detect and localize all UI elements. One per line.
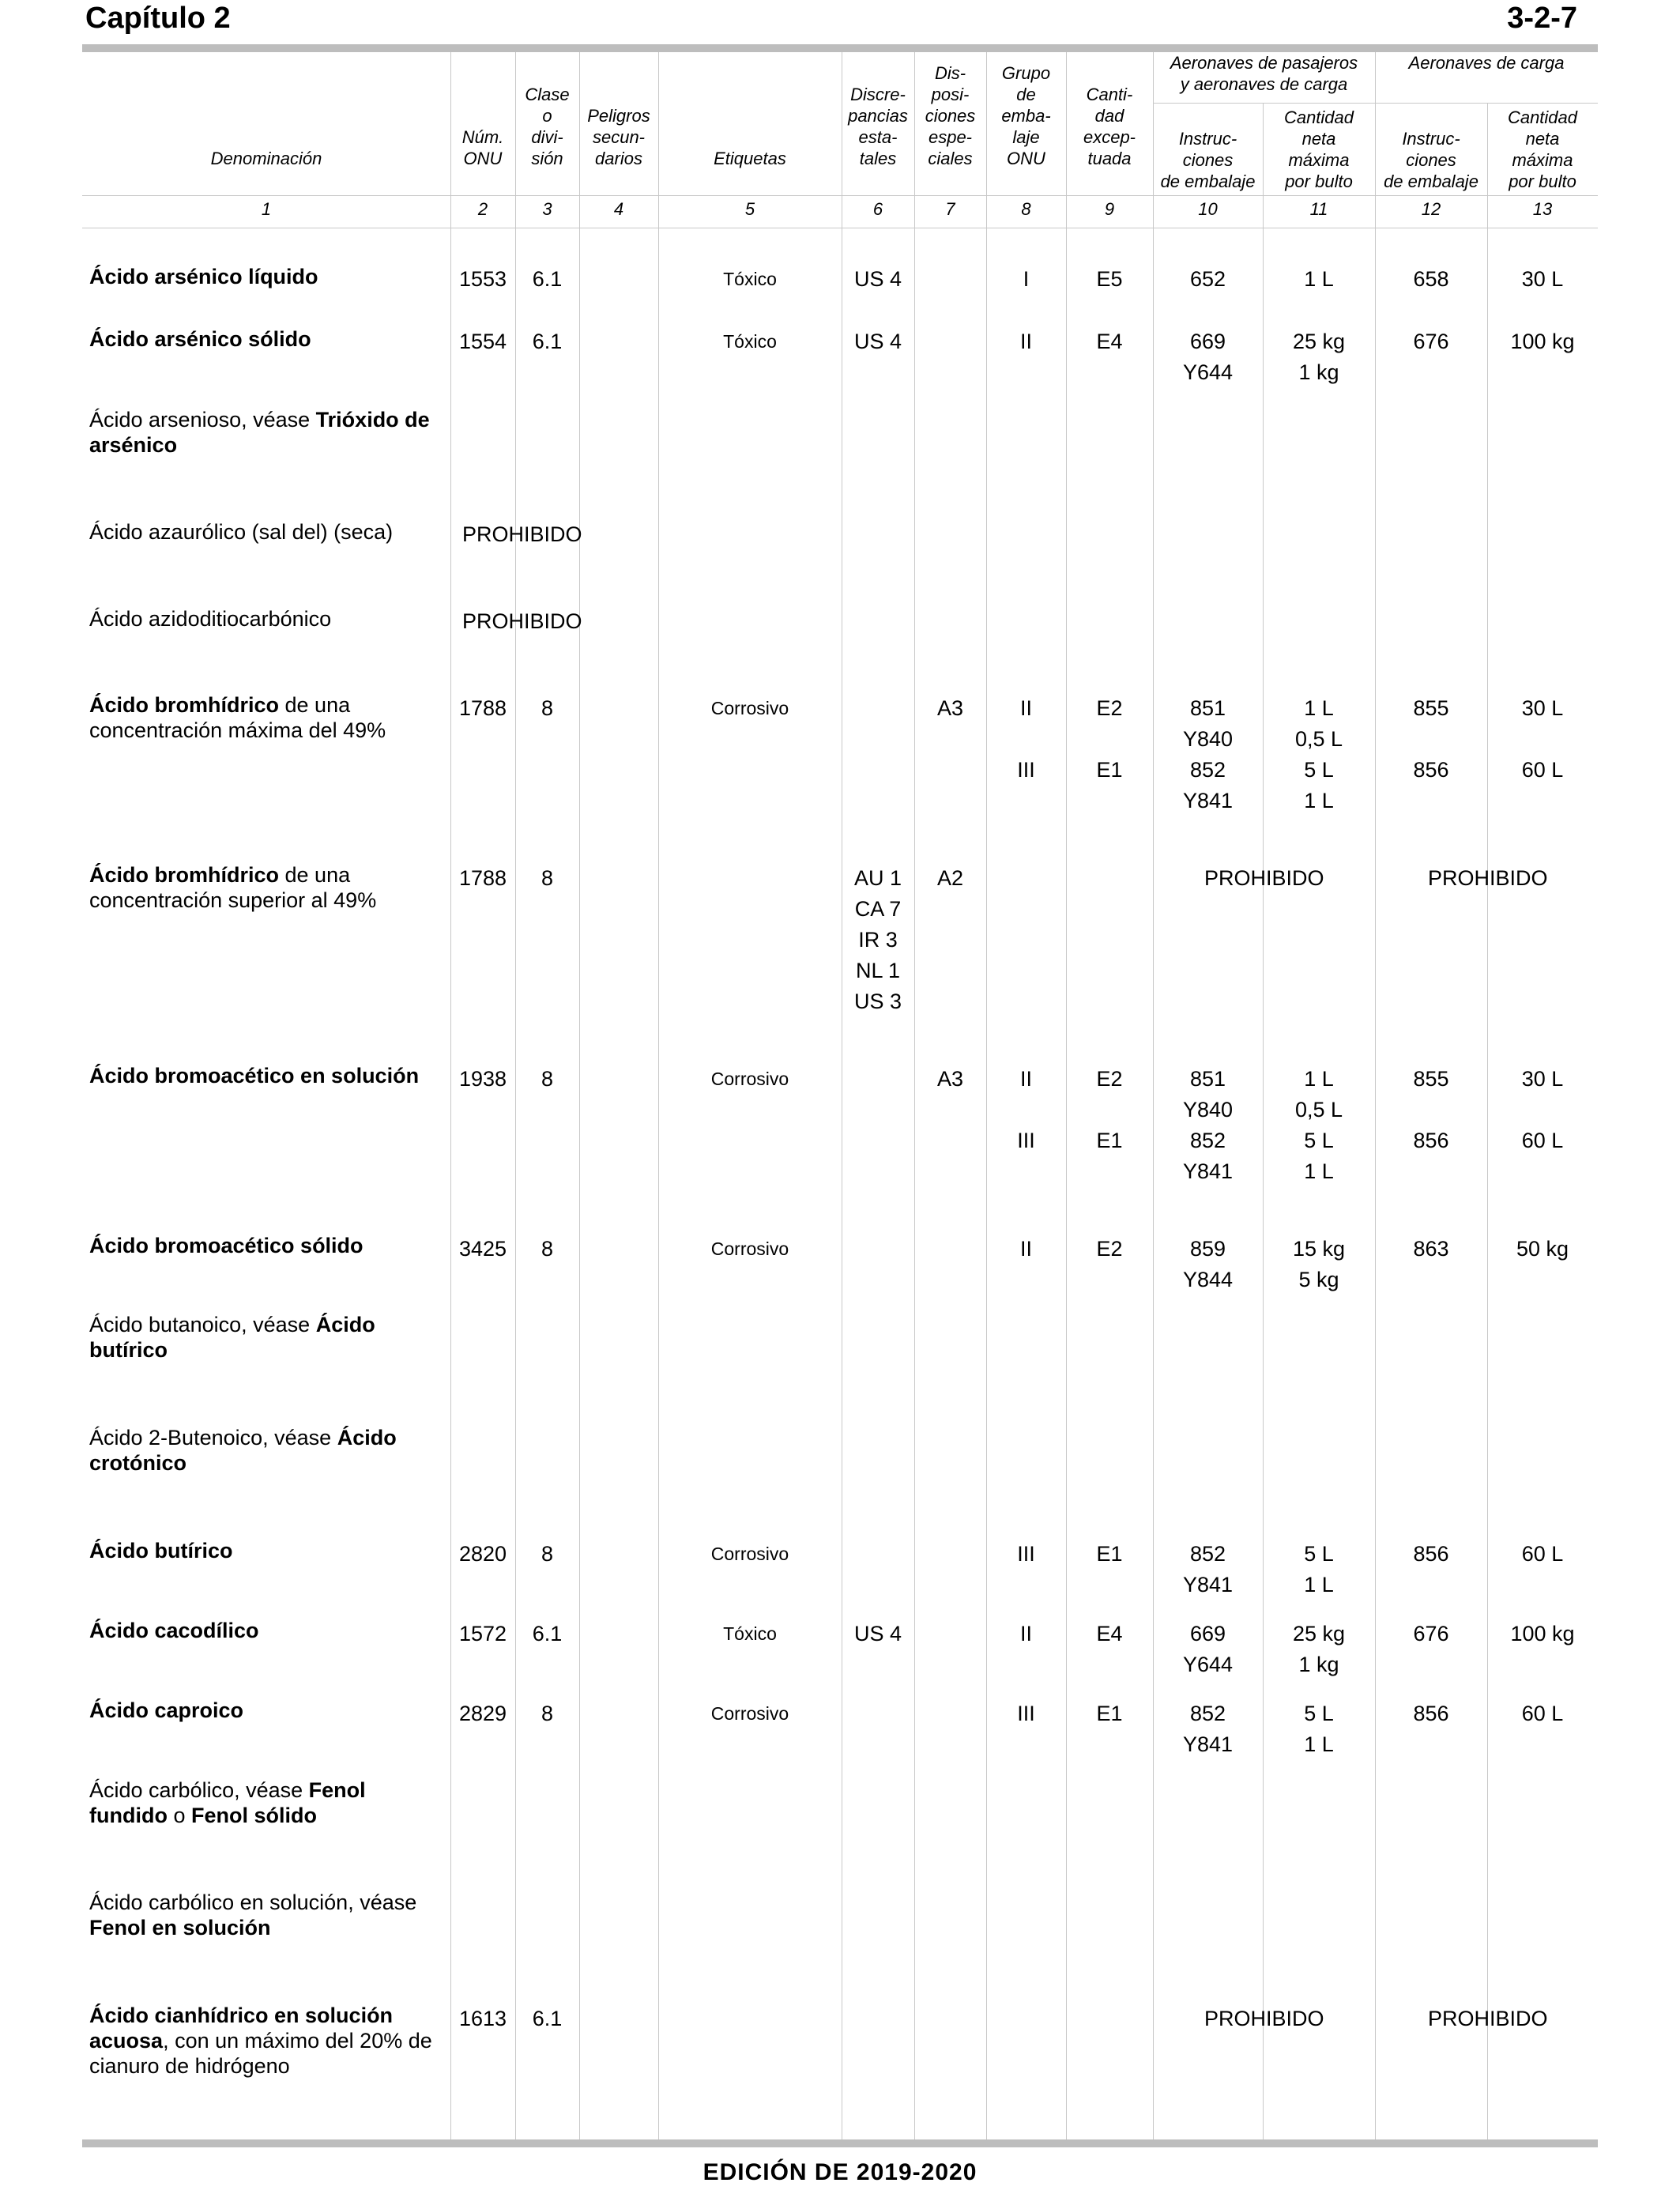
un-number: 1554: [458, 330, 507, 353]
passenger-instruction: 669 Y644: [1182, 330, 1234, 384]
row-name: Ácido carbólico, véase Fenol fundido o Fenol sólido: [89, 1778, 366, 1827]
header-instrucciones-carga: Instruc- ciones de embalaje: [1384, 129, 1478, 191]
excepted-quantity: E4: [1096, 330, 1123, 353]
excepted-quantity: E2 E1: [1096, 1067, 1123, 1152]
cargo-quantity: 30 L 60 L: [1521, 696, 1564, 782]
passenger-quantity: 5 L 1 L: [1304, 1702, 1334, 1756]
passenger-quantity: 1 L: [1304, 267, 1334, 291]
prohibited-cargo: PROHIBIDO: [1428, 866, 1548, 890]
un-number: 1553: [458, 267, 507, 291]
un-number: 2820: [458, 1542, 507, 1566]
un-number: 1788: [458, 866, 507, 890]
cargo-instruction: 863: [1413, 1237, 1449, 1261]
prohibited-text: PROHIBIDO: [462, 522, 582, 546]
cargo-quantity: 100 kg: [1510, 330, 1575, 353]
state-variation: US 4: [853, 1622, 902, 1646]
hazard-label: Tóxico: [723, 1623, 777, 1644]
column-divider: [515, 52, 516, 2139]
column-divider: [450, 52, 451, 2139]
class-division: 8: [541, 696, 554, 720]
column-number: 4: [613, 199, 624, 219]
cargo-instruction: 855 856: [1413, 1067, 1449, 1152]
packing-group: III: [1017, 1542, 1035, 1566]
state-variation: US 4: [853, 330, 902, 353]
special-provision: A3: [936, 696, 964, 720]
un-number: 1938: [458, 1067, 507, 1091]
hazard-label: Corrosivo: [710, 1069, 789, 1089]
packing-group: II: [1019, 1622, 1032, 1646]
passenger-quantity: 1 L 0,5 L 5 L 1 L: [1294, 696, 1343, 812]
excepted-quantity: E1: [1096, 1702, 1123, 1725]
cargo-instruction: 676: [1413, 1622, 1449, 1646]
class-division: 8: [541, 866, 554, 890]
cargo-instruction: 676: [1413, 330, 1449, 353]
packing-group: II III: [1017, 696, 1035, 782]
row-name: Ácido carbólico en solución, véase Fenol en solución: [89, 1891, 417, 1940]
class-division: 6.1: [532, 330, 563, 353]
packing-group: II: [1019, 1237, 1032, 1261]
cargo-instruction: 856: [1413, 1542, 1449, 1566]
prohibited-passenger: PROHIBIDO: [1204, 866, 1324, 890]
row-name: Ácido bromoacético en solución: [89, 1064, 420, 1088]
header-cantidad-carga: Cantidad neta máxima por bulto: [1507, 107, 1578, 191]
header-grupo: Grupo de emba- laje ONU: [1001, 63, 1051, 168]
column-number: 9: [1104, 199, 1115, 219]
excepted-quantity: E2 E1: [1096, 696, 1123, 782]
header-line: [82, 195, 1598, 196]
header-pasajeros-group: Aeronaves de pasajeros y aeronaves de carga: [1170, 53, 1358, 94]
row-name: Ácido butanoico, véase Ácido butírico: [89, 1313, 375, 1362]
cargo-instruction: 658: [1413, 267, 1449, 291]
column-number: 5: [744, 199, 755, 219]
column-number: 10: [1198, 199, 1218, 219]
prohibited-text: PROHIBIDO: [462, 609, 582, 633]
cargo-quantity: 100 kg: [1510, 1622, 1575, 1646]
excepted-quantity: E5: [1096, 267, 1123, 291]
passenger-instruction: 851 Y840 852 Y841: [1182, 1067, 1234, 1183]
header-cantidad-exceptuada: Canti- dad excep- tuada: [1083, 85, 1136, 168]
column-number: 2: [477, 199, 488, 219]
un-number: 1572: [458, 1622, 507, 1646]
row-name: Ácido bromhídrico de una concentración máxima del 49%: [89, 693, 386, 742]
row-name: Ácido azaurólico (sal del) (seca): [89, 520, 394, 544]
excepted-quantity: E2: [1096, 1237, 1123, 1261]
header-denominacion: Denominación: [210, 149, 322, 168]
column-number: 1: [261, 199, 272, 219]
row-name: Ácido bromoacético sólido: [89, 1234, 363, 1257]
row-name: Ácido arsénico sólido: [89, 327, 311, 351]
passenger-instruction: 652: [1189, 267, 1226, 291]
column-number: 8: [1021, 199, 1031, 219]
column-divider: [914, 52, 915, 2139]
chapter-title: Capítulo 2: [85, 2, 231, 35]
column-number: 11: [1309, 199, 1328, 219]
row-name: Ácido butírico: [89, 1539, 233, 1563]
header-carga-group: Aeronaves de carga: [1408, 53, 1565, 73]
packing-group: II: [1019, 330, 1032, 353]
passenger-quantity: 1 L 0,5 L 5 L 1 L: [1294, 1067, 1343, 1183]
row-name: Ácido azidoditiocarbónico: [89, 607, 332, 631]
header-num-onu: Núm. ONU: [461, 127, 504, 168]
excepted-quantity: E4: [1096, 1622, 1123, 1646]
passenger-quantity: 25 kg 1 kg: [1292, 330, 1346, 384]
page-number: 3-2-7: [1507, 2, 1577, 35]
packing-group: III: [1017, 1702, 1035, 1725]
hazard-label: Tóxico: [723, 331, 777, 352]
packing-group: II III: [1017, 1067, 1035, 1152]
special-provision: A2: [936, 866, 964, 890]
header-instrucciones-pasajeros: Instruc- ciones de embalaje: [1160, 129, 1256, 191]
cargo-quantity: 60 L: [1521, 1542, 1564, 1566]
row-name: Ácido arsénico líquido: [89, 265, 318, 288]
passenger-quantity: 25 kg 1 kg: [1292, 1622, 1346, 1676]
hazard-label: Corrosivo: [710, 698, 789, 718]
row-name: Ácido cianhídrico en solución acuosa, con un máximo del 20% de cianuro de hidrógeno: [89, 2004, 432, 2078]
class-division: 8: [541, 1237, 554, 1261]
row-name: Ácido 2-Butenoico, véase Ácido crotónico: [89, 1426, 397, 1475]
un-number: 1788: [458, 696, 507, 720]
cargo-instruction: 856: [1413, 1702, 1449, 1725]
hazard-label: Corrosivo: [710, 1238, 789, 1259]
column-divider: [579, 52, 580, 2139]
cargo-quantity: 50 kg: [1516, 1237, 1569, 1261]
row-name: Ácido cacodílico: [89, 1619, 259, 1642]
passenger-instruction: 669 Y644: [1182, 1622, 1234, 1676]
column-number: 7: [945, 199, 955, 219]
cargo-quantity: 30 L 60 L: [1521, 1067, 1564, 1152]
bottom-rule: [82, 2139, 1598, 2147]
hazard-label: Corrosivo: [710, 1703, 789, 1724]
prohibited-passenger: PROHIBIDO: [1204, 2007, 1324, 2030]
excepted-quantity: E1: [1096, 1542, 1123, 1566]
class-division: 6.1: [532, 267, 563, 291]
passenger-quantity: 5 L 1 L: [1304, 1542, 1334, 1596]
column-number: 6: [872, 199, 883, 219]
passenger-instruction: 859 Y844: [1182, 1237, 1234, 1291]
row-name: Ácido arsenioso, véase Trióxido de arsénico: [89, 408, 430, 457]
passenger-instruction: 852 Y841: [1182, 1542, 1234, 1596]
class-division: 8: [541, 1702, 554, 1725]
column-number: 3: [542, 199, 552, 219]
column-divider: [658, 52, 659, 2139]
class-division: 6.1: [532, 1622, 563, 1646]
header-disposiciones: Dis- posi- ciones espe- ciales: [925, 63, 976, 168]
class-division: 8: [541, 1542, 554, 1566]
special-provision: A3: [936, 1067, 964, 1091]
hazard-label: Corrosivo: [710, 1544, 789, 1564]
group-header-line: [1153, 103, 1598, 104]
cargo-quantity: 60 L: [1521, 1702, 1564, 1725]
top-rule: [82, 44, 1598, 52]
state-variation: US 4: [853, 267, 902, 291]
column-number: 12: [1421, 199, 1441, 219]
cargo-instruction: 855 856: [1413, 696, 1449, 782]
hazard-label: Tóxico: [723, 269, 777, 289]
row-name: Ácido bromhídrico de una concentración superior al 49%: [89, 863, 377, 912]
cargo-quantity: 30 L: [1521, 267, 1564, 291]
edition-footer: EDICIÓN DE 2019-2020: [703, 2159, 977, 2185]
row-name: Ácido caproico: [89, 1698, 244, 1722]
header-clase: Clase o divi- sión: [525, 85, 570, 168]
header-discrepancias: Discre- pancias esta- tales: [848, 85, 908, 168]
un-number: 2829: [458, 1702, 507, 1725]
class-division: 6.1: [532, 2007, 563, 2030]
un-number: 1613: [458, 2007, 507, 2030]
passenger-instruction: 851 Y840 852 Y841: [1182, 696, 1234, 812]
packing-group: I: [1023, 267, 1030, 291]
header-peligros: Peligros secun- darios: [587, 106, 650, 168]
passenger-quantity: 15 kg 5 kg: [1292, 1237, 1346, 1291]
header-etiquetas: Etiquetas: [714, 149, 786, 168]
header-cantidad-pasajeros: Cantidad neta máxima por bulto: [1283, 107, 1354, 191]
class-division: 8: [541, 1067, 554, 1091]
prohibited-cargo: PROHIBIDO: [1428, 2007, 1548, 2030]
un-number: 3425: [458, 1237, 507, 1261]
passenger-instruction: 852 Y841: [1182, 1702, 1234, 1756]
column-number: 13: [1532, 199, 1553, 219]
state-variation: AU 1 CA 7 IR 3 NL 1 US 3: [853, 866, 902, 1013]
